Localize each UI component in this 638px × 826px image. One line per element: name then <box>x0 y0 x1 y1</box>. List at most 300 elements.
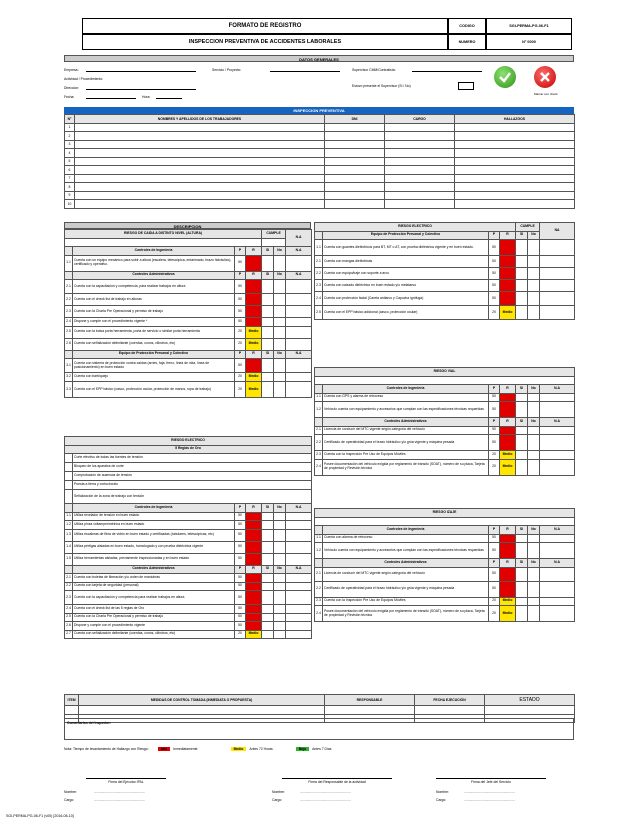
no-checkbox[interactable] <box>274 553 286 565</box>
si-checkbox[interactable] <box>516 534 528 543</box>
si-checkbox[interactable] <box>262 553 274 565</box>
col-no: No <box>528 526 540 535</box>
item-probability: 50 <box>489 581 500 597</box>
risk-badge: Alto <box>246 622 262 631</box>
worker-name[interactable] <box>75 200 325 209</box>
na-checkbox[interactable] <box>286 591 312 605</box>
item-number: 2.3 <box>315 280 323 292</box>
si-checkbox[interactable] <box>516 543 528 559</box>
worker-dni[interactable] <box>325 123 385 132</box>
risk-badge: Alto <box>246 306 262 318</box>
col-no: No <box>274 350 286 359</box>
col-p: P <box>235 350 246 359</box>
risk-badge: Alto <box>246 529 262 541</box>
col-na: N.A <box>286 504 312 513</box>
na-checkbox[interactable] <box>286 294 312 306</box>
si-checkbox[interactable] <box>516 402 528 418</box>
no-checkbox[interactable] <box>274 318 286 327</box>
na-checkbox[interactable] <box>286 306 312 318</box>
item-description: Cuenta con el check list de las 5 reglas de Oro <box>73 605 235 614</box>
risk-badge: Alto <box>500 581 516 597</box>
spacer <box>262 238 286 247</box>
close-icon[interactable] <box>534 66 556 88</box>
no-checkbox[interactable] <box>528 240 540 256</box>
risk-badge: Alto <box>246 574 262 583</box>
si-checkbox[interactable] <box>516 597 528 606</box>
nombre-2-label: Nombre: <box>272 790 286 794</box>
no-checkbox[interactable] <box>528 534 540 543</box>
si-checkbox[interactable] <box>516 393 528 402</box>
si-checkbox[interactable] <box>262 605 274 614</box>
na-checkbox[interactable] <box>286 582 312 591</box>
no-checkbox[interactable] <box>528 581 540 597</box>
no-checkbox[interactable] <box>528 459 540 475</box>
item-probability: 20 <box>489 597 500 606</box>
nota-bajo-time: Antes 7 Días <box>312 747 332 751</box>
item-probability: 50 <box>489 280 500 292</box>
si-checkbox[interactable] <box>262 574 274 583</box>
worker-cargo[interactable] <box>385 140 455 149</box>
na-checkbox[interactable] <box>286 622 312 631</box>
firma-ejecutor-label: Firma del Ejecutor IPAL <box>108 780 144 784</box>
firma-jefe[interactable] <box>436 778 546 784</box>
col-hallazgos: HALLAZGOS <box>455 115 575 124</box>
worker-cargo[interactable] <box>385 123 455 132</box>
item-number: 2.1 <box>315 567 323 581</box>
golden-rule: Señalización de la zona de trabajo con tensión <box>73 490 312 504</box>
worker-cargo[interactable] <box>385 174 455 183</box>
na-checkbox[interactable] <box>540 306 575 320</box>
worker-number: 6 <box>65 166 75 175</box>
cumple-header: CUMPLE <box>262 230 286 239</box>
si-checkbox[interactable] <box>262 294 274 306</box>
si-checkbox[interactable] <box>516 567 528 581</box>
footer-code: SGI-PERMA-PG-06-F1 (v00) [2016-08-10] <box>6 814 74 818</box>
na-checkbox[interactable] <box>540 435 575 451</box>
na-checkbox[interactable] <box>286 529 312 541</box>
form-title: FORMATO DE REGISTRO <box>82 18 448 34</box>
col-dni: DNI <box>325 115 385 124</box>
si-checkbox[interactable] <box>262 541 274 553</box>
item-description: Cuenta con alarma de retroceso <box>323 534 489 543</box>
si-checkbox[interactable] <box>262 591 274 605</box>
no-checkbox[interactable] <box>528 597 540 606</box>
worker-dni[interactable] <box>325 174 385 183</box>
item-probability: 50 <box>235 553 246 565</box>
col-si: SI <box>516 231 528 240</box>
reglas-oro-title: 5 Reglas de Oro <box>65 445 312 454</box>
worker-name[interactable] <box>75 140 325 149</box>
no-checkbox[interactable] <box>274 630 286 639</box>
cargo-2-dots: ...................................................... <box>300 798 351 802</box>
worker-dni[interactable] <box>325 191 385 200</box>
worker-name[interactable] <box>75 166 325 175</box>
firma-responsable[interactable] <box>282 778 392 784</box>
nota-alto-badge: Alto <box>158 747 171 751</box>
risk-badge: Medio <box>246 373 262 382</box>
item-probability: 50 <box>235 613 246 622</box>
na-checkbox[interactable] <box>286 630 312 639</box>
na-checkbox[interactable] <box>286 512 312 521</box>
medidas-estado: ESTADO <box>485 695 575 706</box>
no-checkbox[interactable] <box>274 280 286 294</box>
si-checkbox[interactable] <box>516 306 528 320</box>
electrico-left-table <box>64 436 312 639</box>
na-checkbox[interactable] <box>540 256 575 268</box>
col-r: R <box>246 350 262 359</box>
worker-hallazgos[interactable] <box>455 132 575 141</box>
worker-cargo[interactable] <box>385 149 455 158</box>
si-checkbox[interactable] <box>262 280 274 294</box>
item-description: Utiliza escaleras de fibra de vidrio en buen estado y certificadas (tubulares, telescópicas, etc) <box>73 529 235 541</box>
worker-name[interactable] <box>75 183 325 192</box>
worker-rows <box>65 123 575 208</box>
col-cargo: CARGO <box>385 115 455 124</box>
item-number: 2.1 <box>315 256 323 268</box>
no-checkbox[interactable] <box>274 605 286 614</box>
worker-name[interactable] <box>75 132 325 141</box>
worker-name[interactable] <box>75 149 325 158</box>
item-probability: 50 <box>489 543 500 559</box>
golden-rule: Corte efectivo de todas las fuentes de tensión <box>73 454 312 463</box>
na-checkbox[interactable] <box>540 280 575 292</box>
no-checkbox[interactable] <box>528 393 540 402</box>
worker-dni[interactable] <box>325 157 385 166</box>
vial-table <box>314 367 575 476</box>
col-si: SI <box>262 350 274 359</box>
worker-number: 2 <box>65 132 75 141</box>
na-checkbox[interactable] <box>540 402 575 418</box>
si-checkbox[interactable] <box>516 459 528 475</box>
no-checkbox[interactable] <box>528 268 540 280</box>
worker-name[interactable] <box>75 174 325 183</box>
item-number: 3.3 <box>65 382 73 398</box>
worker-hallazgos[interactable] <box>455 140 575 149</box>
cargo-1-label: Cargo: <box>64 798 75 802</box>
col-nombres: NOMBRES Y APELLIDOS DE LOS TRABAJADORES <box>75 115 325 124</box>
col-si: SI <box>516 418 528 427</box>
na-checkbox[interactable] <box>540 393 575 402</box>
no-checkbox[interactable] <box>274 326 286 338</box>
worker-cargo[interactable] <box>385 166 455 175</box>
item-description: Cuenta con la Inspección Pre Uso de Equipos Móviles <box>323 597 489 606</box>
medidas-cell[interactable] <box>65 706 79 715</box>
worker-hallazgos[interactable] <box>455 183 575 192</box>
si-checkbox[interactable] <box>516 280 528 292</box>
si-checkbox[interactable] <box>262 622 274 631</box>
si-checkbox[interactable] <box>262 382 274 398</box>
no-checkbox[interactable] <box>528 451 540 460</box>
item-probability: 50 <box>235 512 246 521</box>
na-checkbox[interactable] <box>286 553 312 565</box>
form-subtitle: INSPECCION PREVENTIVA DE ACCIDENTES LABORALES <box>82 34 448 50</box>
worker-cargo[interactable] <box>385 200 455 209</box>
col-na: N.A <box>540 385 575 394</box>
no-checkbox[interactable] <box>274 294 286 306</box>
firma-ejecutor[interactable] <box>86 778 166 784</box>
col-na: N.A <box>286 565 312 574</box>
no-checkbox[interactable] <box>274 382 286 398</box>
group-title: Controles de Ingeniería <box>73 504 235 513</box>
na-checkbox[interactable] <box>286 541 312 553</box>
no-checkbox[interactable] <box>528 280 540 292</box>
si-checkbox[interactable] <box>262 373 274 382</box>
worker-dni[interactable] <box>325 149 385 158</box>
worker-hallazgos[interactable] <box>455 157 575 166</box>
item-description: Utiliza herramientas aisladas, previamente inspeccionadas y en buen estado <box>73 553 235 565</box>
worker-name[interactable] <box>75 123 325 132</box>
worker-dni[interactable] <box>325 183 385 192</box>
item-description: Cuenta con protección facial (Careta antiarco y Capucha ignífuga) <box>323 292 489 306</box>
na-checkbox[interactable] <box>286 326 312 338</box>
worker-dni[interactable] <box>325 132 385 141</box>
si-checkbox[interactable] <box>516 426 528 435</box>
no-checkbox[interactable] <box>274 306 286 318</box>
no-checkbox[interactable] <box>528 402 540 418</box>
risk-badge: Alto <box>500 240 516 256</box>
na-checkbox[interactable] <box>540 240 575 256</box>
item-number: 1.2 <box>315 402 323 418</box>
risk-badge: Alto <box>246 521 262 530</box>
si-checkbox[interactable] <box>262 255 274 271</box>
si-checkbox[interactable] <box>262 630 274 639</box>
na-checkbox[interactable] <box>540 606 575 622</box>
medidas-cell[interactable] <box>79 706 325 715</box>
col-p: P <box>235 565 246 574</box>
na-checkbox[interactable] <box>286 338 312 350</box>
no-checkbox[interactable] <box>528 543 540 559</box>
fecha-field[interactable] <box>86 98 136 99</box>
comentarios-label: Comentarios del Inspector: <box>67 721 111 725</box>
risk-badge: Alto <box>246 280 262 294</box>
no-checkbox[interactable] <box>274 512 286 521</box>
worker-hallazgos[interactable] <box>455 166 575 175</box>
na-checkbox[interactable] <box>540 534 575 543</box>
item-description: Cuenta con sistema de protección contra caídas (arnés, faja, freno, línea de vida, línea de posicionamiento) en buen estado <box>73 359 235 373</box>
si-checkbox[interactable] <box>516 292 528 306</box>
item-probability: 20 <box>235 373 246 382</box>
worker-dni[interactable] <box>325 140 385 149</box>
na-checkbox[interactable] <box>540 292 575 306</box>
worker-hallazgos[interactable] <box>455 200 575 209</box>
worker-name[interactable] <box>75 157 325 166</box>
firma-jefe-label: Firma del Jefe del Servicio <box>471 780 511 784</box>
col-na: N.A <box>540 559 575 568</box>
item-number: 2.3 <box>65 591 73 605</box>
nombre-1-label: Nombre: <box>64 790 78 794</box>
no-checkbox[interactable] <box>274 622 286 631</box>
group-title: Equipo de Protección Personal y Colectivo <box>73 350 235 359</box>
si-checkbox[interactable] <box>516 581 528 597</box>
rule-marker <box>65 481 73 490</box>
item-probability: 50 <box>235 574 246 583</box>
col-no: No <box>528 418 540 427</box>
si-checkbox[interactable] <box>262 613 274 622</box>
comentarios-box[interactable] <box>64 718 574 740</box>
group-letter <box>65 504 73 513</box>
worker-number: 9 <box>65 191 75 200</box>
item-number: 2.4 <box>315 606 323 622</box>
na-checkbox[interactable] <box>540 543 575 559</box>
no-checkbox[interactable] <box>274 373 286 382</box>
worker-name[interactable] <box>75 191 325 200</box>
supervisor-field[interactable] <box>412 71 482 72</box>
item-probability: 50 <box>489 402 500 418</box>
electrico-title: RIESGO ELECTRICO <box>65 437 312 446</box>
na-checkbox[interactable] <box>540 459 575 475</box>
si-checkbox[interactable] <box>262 338 274 350</box>
medidas-cell[interactable] <box>485 706 575 715</box>
group-title: Controles Administrativos <box>323 418 489 427</box>
col-p: P <box>235 271 246 280</box>
no-checkbox[interactable] <box>528 292 540 306</box>
col-si: SI <box>262 565 274 574</box>
si-checkbox[interactable] <box>262 359 274 373</box>
item-number: 2.4 <box>65 318 73 327</box>
na-checkbox[interactable] <box>540 567 575 581</box>
worker-hallazgos[interactable] <box>455 149 575 158</box>
col-r: R <box>500 231 516 240</box>
item-probability: 50 <box>235 280 246 294</box>
worker-cargo[interactable] <box>385 191 455 200</box>
worker-hallazgos[interactable] <box>455 123 575 132</box>
no-checkbox[interactable] <box>274 582 286 591</box>
presente-box[interactable] <box>458 82 474 90</box>
si-checkbox[interactable] <box>262 318 274 327</box>
item-description: Cuenta con señalización delimitante (cuerdas, conos, cilindros, etc) <box>73 630 235 639</box>
si-checkbox[interactable] <box>262 512 274 521</box>
col-p: P <box>489 559 500 568</box>
izaje-title: RIESGO IZAJE <box>315 509 575 518</box>
worker-cargo[interactable] <box>385 132 455 141</box>
no-checkbox[interactable] <box>274 591 286 605</box>
si-checkbox[interactable] <box>262 326 274 338</box>
col-no: No <box>528 385 540 394</box>
worker-hallazgos[interactable] <box>455 174 575 183</box>
no-checkbox[interactable] <box>274 529 286 541</box>
na-checkbox[interactable] <box>286 574 312 583</box>
nombre-2-dots: ...................................................... <box>300 790 351 794</box>
na-checkbox[interactable] <box>286 605 312 614</box>
no-checkbox[interactable] <box>528 435 540 451</box>
empresa-field[interactable] <box>86 71 196 72</box>
item-description: Cuenta con mangas dieléctricas <box>323 256 489 268</box>
si-checkbox[interactable] <box>516 268 528 280</box>
si-checkbox[interactable] <box>516 240 528 256</box>
na-checkbox[interactable] <box>286 382 312 398</box>
na-checkbox[interactable] <box>286 359 312 373</box>
na-checkbox[interactable] <box>540 581 575 597</box>
na-checkbox[interactable] <box>286 613 312 622</box>
item-number: 2.5 <box>65 613 73 622</box>
empresa-label: Empresa: <box>64 68 79 72</box>
no-checkbox[interactable] <box>274 255 286 271</box>
risk-badge: Medio <box>500 451 516 460</box>
electrico-right-title: RIESGO ELECTRICO <box>315 223 516 232</box>
risk-badge: Alto <box>500 256 516 268</box>
worker-number: 8 <box>65 183 75 192</box>
item-number: 3.1 <box>65 359 73 373</box>
si-checkbox[interactable] <box>516 256 528 268</box>
risk-badge: Medio <box>500 597 516 606</box>
no-checkbox[interactable] <box>274 574 286 583</box>
si-checkbox[interactable] <box>516 435 528 451</box>
worker-dni[interactable] <box>325 200 385 209</box>
nota-medio-time: Antes 72 Horas <box>249 747 273 751</box>
na-checkbox[interactable] <box>286 280 312 294</box>
no-checkbox[interactable] <box>274 613 286 622</box>
risk-badge: Alto <box>500 280 516 292</box>
worker-hallazgos[interactable] <box>455 191 575 200</box>
risk-badge: Medio <box>246 382 262 398</box>
no-checkbox[interactable] <box>274 541 286 553</box>
worker-cargo[interactable] <box>385 157 455 166</box>
si-checkbox[interactable] <box>262 521 274 530</box>
no-checkbox[interactable] <box>528 256 540 268</box>
col-r: R <box>500 385 516 394</box>
si-checkbox[interactable] <box>516 451 528 460</box>
item-number: 1.1 <box>315 240 323 256</box>
item-probability: 50 <box>235 591 246 605</box>
na-checkbox[interactable] <box>286 521 312 530</box>
check-icon[interactable] <box>494 66 516 88</box>
no-checkbox[interactable] <box>274 521 286 530</box>
no-checkbox[interactable] <box>528 306 540 320</box>
no-checkbox[interactable] <box>528 567 540 581</box>
item-description: Cuenta con guantes dieléctricos para BT, MT o AT, con prueba dieléctrica vigente y en buen estado. <box>323 240 489 256</box>
item-number: 2.2 <box>315 435 323 451</box>
col-no: No <box>274 247 286 256</box>
item-number: 2.3 <box>315 597 323 606</box>
item-probability: 20 <box>235 630 246 639</box>
col-no: No <box>274 504 286 513</box>
item-number: 1.1 <box>65 512 73 521</box>
worker-cargo[interactable] <box>385 183 455 192</box>
si-checkbox[interactable] <box>262 582 274 591</box>
cargo-3-dots: ...................................................... <box>464 798 515 802</box>
na-checkbox[interactable] <box>540 426 575 435</box>
col-r: R <box>246 504 262 513</box>
na-checkbox[interactable] <box>286 318 312 327</box>
hora-field[interactable] <box>156 98 182 99</box>
marcar-label: Marcar con check <box>534 92 558 96</box>
worker-number: 4 <box>65 149 75 158</box>
na-checkbox[interactable] <box>286 255 312 271</box>
nombre-3-label: Nombre: <box>436 790 450 794</box>
na-checkbox[interactable] <box>540 597 575 606</box>
servicio-field[interactable] <box>270 71 340 72</box>
medidas-cell[interactable] <box>415 706 485 715</box>
no-checkbox[interactable] <box>274 359 286 373</box>
codigo-value: SGI-PERMA-PG-06-F1 <box>486 18 572 34</box>
si-checkbox[interactable] <box>262 529 274 541</box>
item-probability: 50 <box>489 256 500 268</box>
worker-dni[interactable] <box>325 166 385 175</box>
na-checkbox[interactable] <box>540 451 575 460</box>
group-title: Controles Administrativos <box>323 559 489 568</box>
na-checkbox[interactable] <box>540 268 575 280</box>
no-checkbox[interactable] <box>528 606 540 622</box>
risk-badge: Alto <box>500 268 516 280</box>
electrico-right-table <box>314 222 575 320</box>
si-checkbox[interactable] <box>516 606 528 622</box>
na-checkbox[interactable] <box>286 373 312 382</box>
si-checkbox[interactable] <box>262 306 274 318</box>
no-checkbox[interactable] <box>274 338 286 350</box>
no-checkbox[interactable] <box>528 426 540 435</box>
medidas-cell[interactable] <box>325 706 415 715</box>
direccion-field[interactable] <box>86 89 196 90</box>
